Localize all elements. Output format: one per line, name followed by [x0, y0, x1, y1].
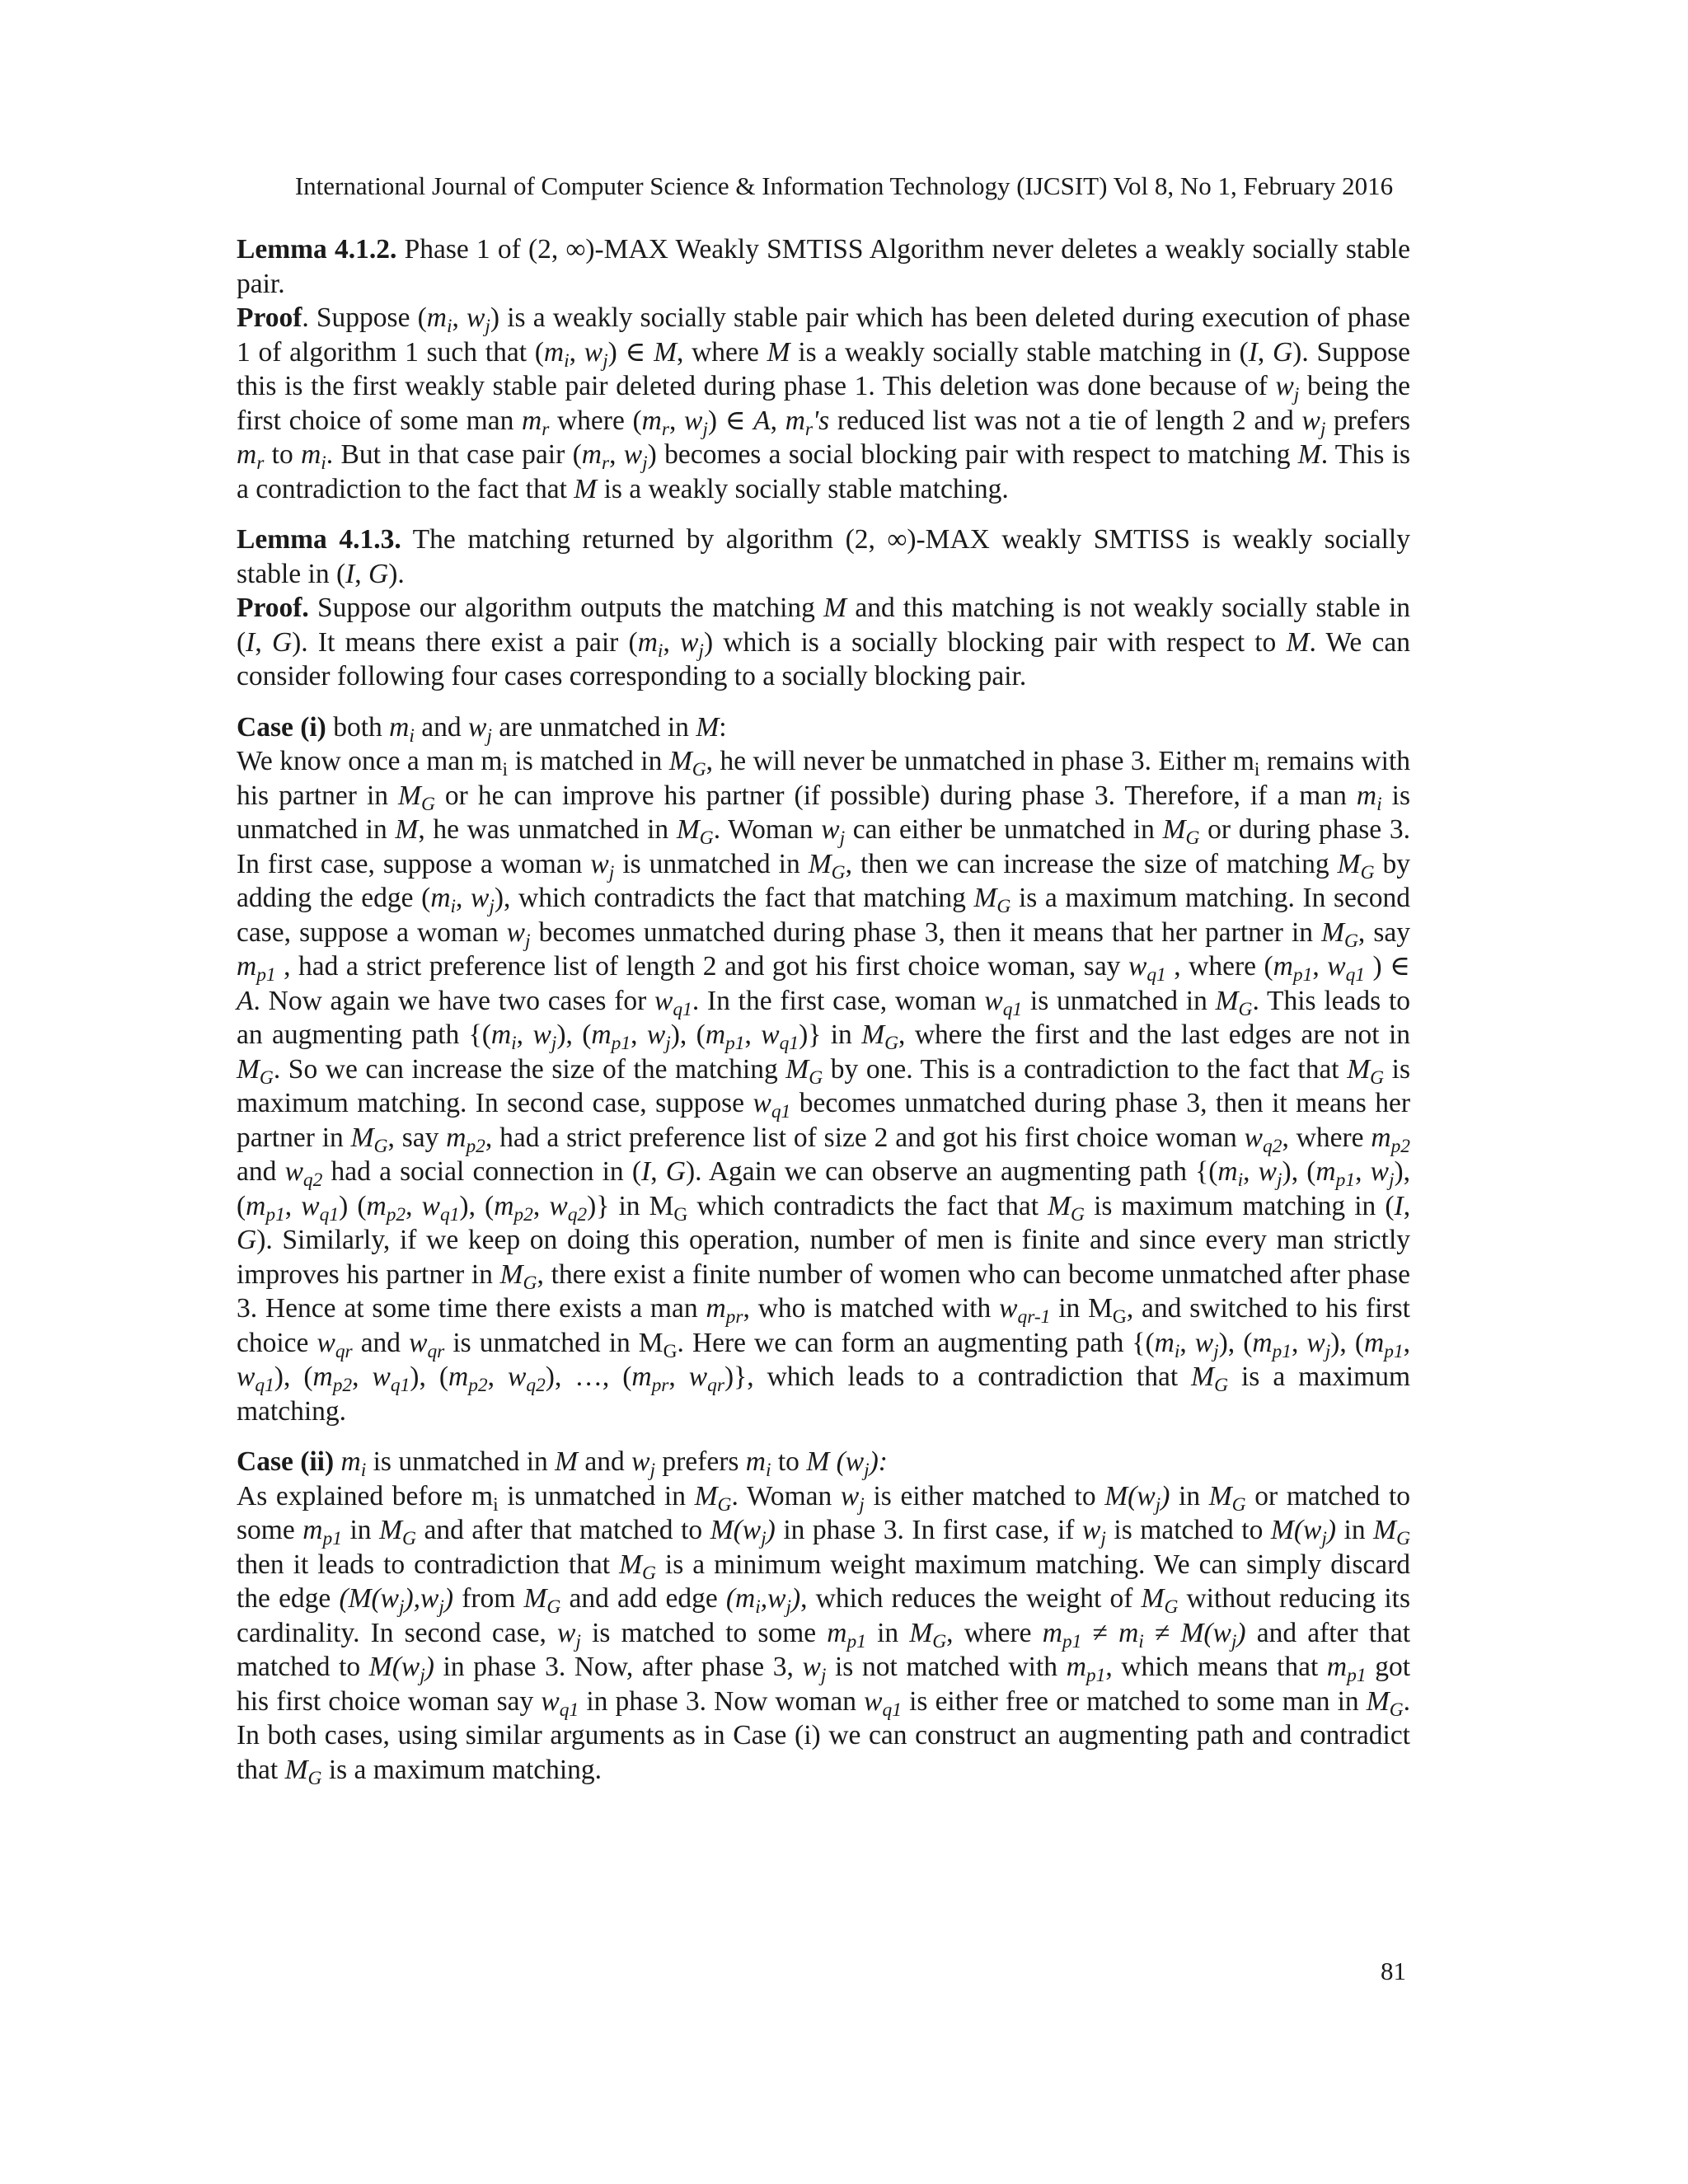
- proof-label: Proof: [237, 302, 302, 333]
- case-ii-body: As explained before $m_i$ is unmatched in $M_G$. Woman $w_j$ is either matched to $M(w_j)$ in $M_G$ or matched to some $m_{p1}$ in $M_G$ and after that matched to $M(w_j)$ in phase 3. In first case, if $w_j$ is matched to $M(w_j)$ in $M_G$ then it leads to contradiction that $M_G$ is a minimum weight maximum matching. We can simply discard the edge $(M(w_j),w_j)$ from $M_G$ and add edge $(m_i,w_j)$, which reduces the weight of $M_G$ without reducing its cardinality. In second case, $w_j$ is matched to some $m_{p1}$ in $M_G$, where $m_{p1} \ne m_i \ne M(w_j)$ and after that matched to $M(w_j)$ in phase 3. Now, after phase 3, $w_j$ is not matched with $m_{p1}$, which means that $m_{p1}$ got his first choice woman say $w_{q1}$ in phase 3. Now woman $w_{q1}$ is either free or matched to some man in $M_G$. In both cases, using similar arguments as in Case (i) we can construct an augmenting path and contradict that $M_G$ is a maximum matching.: [237, 1480, 1411, 1789]
- lemma-4-1-3-statement: The matching returned by algorithm (2, ∞)-MAX weakly SMTISS is weakly socially stable in (: [237, 524, 1410, 589]
- case-i-label: Case (i): [237, 711, 326, 743]
- case-i-heading: Case (i) both $m_i$ and $w_j$ are unmatched in M:: [237, 711, 727, 747]
- lemma-4-1-2-label: Lemma 4.1.2.: [237, 234, 397, 265]
- lemma-4-1-2-statement: Phase 1 of (2, ∞)-MAX Weakly SMTISS Algorithm never deletes a weakly socially stable pair.: [237, 234, 1410, 299]
- proof-lemma-4-1-3: Proof. Suppose our algorithm outputs the matching M and this matching is not weakly socially stable in (I, G). It means there exist a pair ($m_i$, $w_j$) which is a socially blocking pair with respect to M. We can consider following four cases corresponding to a socially blocking pair.: [237, 593, 1411, 691]
- page-body: [237, 232, 1410, 1787]
- page-number: 81: [1381, 1957, 1406, 1985]
- lemma-4-1-2: [237, 232, 1410, 301]
- lemma-4-1-3: Lemma 4.1.3. The matching returned by algorithm (2, ∞)-MAX weakly SMTISS is weakly socially stable in (I, G).: [237, 524, 1410, 589]
- case-ii-heading: Case (ii) $m_i$ is unmatched in M and $w_j$ prefers $m_i$ to M $(w_j)$:: [237, 1446, 888, 1482]
- proof-lemma-4-1-2: Proof. Suppose ($m_i$, $w_j$) is a weakly socially stable pair which has been deleted during execution of phase 1 of algorithm 1 such that ($m_i$, $w_j$) ∈ M, where M is a weakly socially stable matching in (I, G). Suppose this is the first weakly stable pair deleted during phase 1. This deletion was done because of $w_j$ being the first choice of some man $m_r$ where ($m_r$, $w_j$) ∈ A, $m_r's$ reduced list was not a tie of length 2 and $w_j$ prefers $m_r$ to $m_i$. But in that case pair ($m_r$, $w_j$) becomes a social blocking pair with respect to matching M. This is a contradiction to the fact that M is a weakly socially stable matching.: [237, 302, 1411, 504]
- proof-label: Proof.: [237, 593, 309, 623]
- case-ii-label: Case (ii): [237, 1446, 335, 1477]
- journal-header: International Journal of Computer Science & Information Technology (IJCSIT) Vol 8, No 1, February 2016: [294, 171, 1394, 200]
- lemma-4-1-3-label: Lemma 4.1.3.: [237, 524, 401, 555]
- case-i-body: We know once a man $m_i$ is matched in $M_G$, he will never be unmatched in phase 3. Either $m_i$ remains with his partner in $M_G$ or he can improve his partner (if possible) during phase 3. Therefore, if a man $m_i$ is unmatched in M, he was unmatched in $M_G$. Woman $w_j$ can either be unmatched in $M_G$ or during phase 3. In first case, suppose a woman $w_j$ is unmatched in $M_G$, then we can increase the size of matching $M_G$ by adding the edge ($m_i$, $w_j$), which contradicts the fact that matching $M_G$ is a maximum matching. In second case, suppose a woman $w_j$ becomes unmatched during phase 3, then it means that her partner in $M_G$, say $m_{p1}$ , had a strict preference list of length 2 and got his first choice woman, say $w_{q1}$ , where ($m_{p1}$, $w_{q1}$ ) ∈ A. Now again we have two cases for $w_{q1}$. In the first case, woman $w_{q1}$ is unmatched in $M_G$. This leads to an augmenting path {($m_i$, $w_j$), ($m_{p1}$, $w_j$), ($m_{p1}$, $w_{q1}$)} in $M_G$, where the first and the last edges are not in $M_G$. So we can increase the size of the matching $M_G$ by one. This is a contradiction to the fact that $M_G$ is maximum matching. In second case, suppose $w_{q1}$ becomes unmatched during phase 3, then it means her partner in $M_G$, say $m_{p2}$, had a strict preference list of size 2 and got his first choice woman $w_{q2}$, where $m_{p2}$ and $w_{q2}$ had a social connection in (I, G). Again we can observe an augmenting path {($m_i$, $w_j$), ($m_{p1}$, $w_j$), ($m_{p1}$, $w_{q1}$) ($m_{p2}$, $w_{q1}$), ($m_{p2}$, $w_{q2}$)} in $M_G$ which contradicts the fact that $M_G$ is maximum matching in (I, G). Similarly, if we keep on doing this operation, number of men is finite and since every man strictly improves his partner in $M_G$, there exist a finite number of women who can become unmatched after phase 3. Hence at some time there exists a man $m_{pr}$, who is matched with $w_{qr-1}$ in $M_G$, and switched to his first choice $w_{qr}$ and $w_{qr}$ is unmatched in $M_G$. Here we can form an augmenting path {($m_i$, $w_j$), ($m_{p1}$, $w_j$), ($m_{p1}$, $w_{q1}$), ($m_{p2}$, $w_{q1}$), ($m_{p2}$, $w_{q2}$), …, ($m_{pr}$, $w_{qr}$)}, which leads to a contradiction that $M_G$ is a maximum matching.: [237, 746, 1411, 1427]
